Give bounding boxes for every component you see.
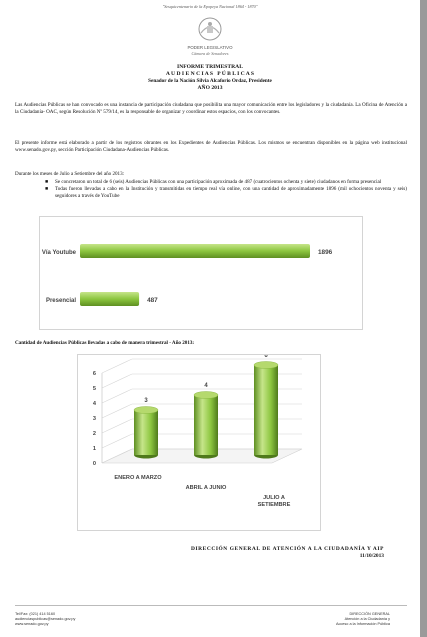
period-intro: Durante los meses de Julio a Setiembre del año 2013:: [15, 171, 125, 177]
category-label: Vía Youtube: [41, 250, 76, 256]
bar: [80, 244, 310, 258]
category-label: Presencial: [45, 298, 76, 304]
gridline: [102, 419, 132, 433]
footer-dept-line: Atención a la Ciudadanía y: [344, 617, 390, 622]
y-tick-label: 4: [92, 401, 96, 407]
x-tick-label: SETIEMBRE: [257, 502, 291, 508]
gridline: [102, 374, 132, 388]
y-tick-label: 5: [92, 386, 96, 392]
quarterly-cylinder-chart: [77, 354, 321, 531]
institution-line2: Cámara de Senadores: [191, 51, 229, 56]
paragraph-source: El presente informe está elaborado a partir de los registros obrantes en los Expedientes de Audiencias Públicas. Los mismos se encuentran disponibles en la página web institucional www.senado.gov.py, sección Participación Ciudadana-Audiencias Públicas.: [15, 140, 407, 153]
bar: [80, 292, 139, 306]
gridline: [102, 404, 132, 418]
report-senator: Senador de la Nación Silvia Alcaforio Ordaz, Presidente: [148, 78, 272, 84]
header-motto: "Sesquicentenario de la Epopeya Nacional 1864 - 1870": [162, 4, 258, 9]
y-tick-label: 0: [92, 461, 96, 467]
y-tick-label: 1: [92, 446, 96, 452]
senate-logo: [190, 16, 230, 44]
signature-date: 11/10/2013: [359, 553, 384, 559]
footer-contact: [15, 612, 75, 628]
footer-website: www.senado.gov.py: [15, 622, 49, 627]
bar-top: [134, 407, 158, 414]
y-tick-label: 2: [92, 431, 96, 437]
bar: [254, 365, 278, 455]
report-year: AÑO 2013: [197, 85, 223, 91]
bullet-list: [45, 179, 407, 200]
bar: [194, 395, 218, 455]
data-label: 1896: [318, 249, 333, 256]
report-subtitle: A U D I E N C I A S P Ú B L I C A S: [165, 71, 255, 77]
footer-department: [290, 612, 390, 628]
horizontal-bar-chart: [39, 216, 363, 330]
footer-phone: Tel/Fax: (021) 414 5160: [15, 612, 56, 616]
gridline: [102, 389, 132, 403]
bullet-text: Todas fueron llevadas a cabo en la Institución y transmitidas en tiempo real vía online, con una cantidad de aproximadamente 1896 (mil ochocientos noventa y seis) seguidores a través de YouTube: [55, 185, 407, 199]
x-tick-label: ENERO A MARZO: [114, 475, 162, 481]
list-item: ■ Se concretaron un total de 6 (seis) Audiencias Públicas con una participación aproximada de 487 (cuatrocientos ochenta y siete) ciudadanos en forma presencial: [45, 179, 382, 185]
report-title: INFORME TRIMESTRAL: [177, 64, 243, 70]
bar: [134, 410, 158, 455]
institution-line1: PODER LEGISLATIVO: [187, 45, 233, 50]
data-label: 6: [264, 355, 268, 359]
data-label: 4: [204, 383, 208, 389]
y-tick-label: 6: [92, 371, 96, 377]
bar-top: [254, 362, 278, 369]
paragraph-intro: Las Audiencias Públicas se han convocado es una instancia de participación ciudadana que posibilita una mayor comunicación entre los legisladores y la ciudadanía. La Oficina de Atención a la Ciudadanía- OAC, según Resolución Nº 579/14, es la responsable de organizar y coordinar estos espacios, con los convocantes.: [15, 102, 407, 115]
footer-email: audienciaspublicas@senado.gov.py: [15, 617, 76, 622]
gridline: [102, 434, 132, 448]
chart2-title: Cantidad de Audiencias Públicas llevadas a cabo de manera trimestral - Año 2013:: [15, 340, 195, 346]
bullet-text: Se concretaron un total de 6 (seis) Audiencias Públicas con una participación aproximada de 487 (cuatrocientos ochenta y siete) ciudadanos en forma presencial: [55, 179, 382, 185]
list-item: ■ Todas fueron llevadas a cabo en la Institución y transmitidas en tiempo real vía online, con una cantidad de aproximadamente 1896 (mil ochocientos noventa y seis) seguidores a través de YouTube: [45, 185, 407, 199]
data-label: 487: [147, 297, 158, 304]
data-label: 3: [144, 398, 148, 404]
footer-dept-line: Acceso a la Información Pública: [335, 622, 390, 627]
gridline: [102, 359, 132, 373]
footer-dept-line: DIRECCIÓN GENERAL: [349, 612, 390, 616]
signature-office: DIRECCIÓN GENERAL DE ATENCIÓN A LA CIUDADANÍA Y AIP: [190, 546, 384, 552]
y-tick-label: 3: [92, 416, 96, 422]
x-tick-label: JULIO A: [263, 495, 285, 501]
bar-top: [194, 392, 218, 399]
quarterly-cylinder-chart-svg: [78, 355, 320, 530]
horizontal-bar-chart-svg: [40, 217, 362, 329]
x-tick-label: ABRIL A JUNIO: [185, 485, 227, 491]
footer-divider: [15, 605, 407, 606]
